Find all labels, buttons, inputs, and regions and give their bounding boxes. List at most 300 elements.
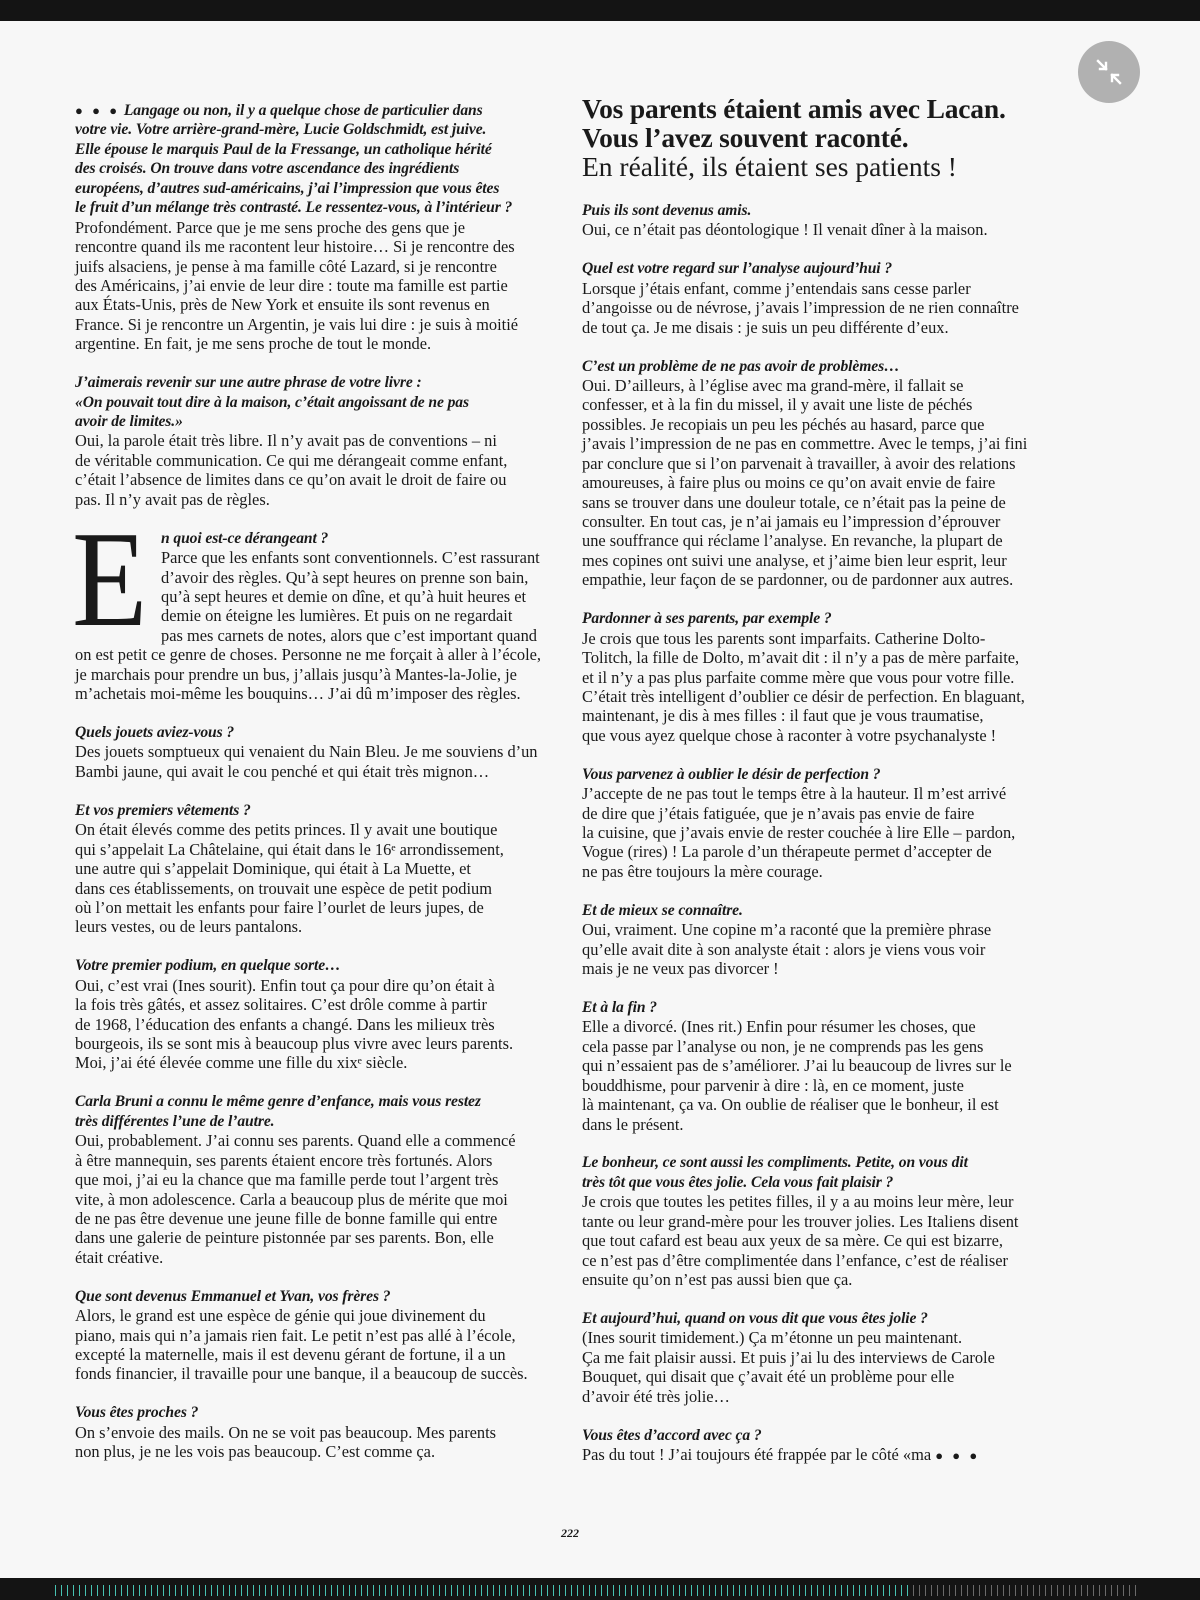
answer-line xyxy=(75,742,565,761)
answer-text: la fois très gâtés, et assez solitaires. C’est drôle comme à partir xyxy=(75,995,487,1015)
answer xyxy=(582,1445,1072,1464)
answer-text: (Ines sourit timidement.) Ça m’étonne un peu maintenant. xyxy=(582,1328,963,1348)
interview-section xyxy=(72,502,565,704)
answer-text: que vous ayez quelque chose à raconter à votre psychanalyste ! xyxy=(582,725,997,745)
answer-text: tante ou leur grand-mère pour les trouver jolies. Les Italiens disent xyxy=(582,1211,1019,1231)
answer-text: France. Si je rencontre un Argentin, je vais lui dire : je suis à moitié xyxy=(75,314,519,334)
interview-section xyxy=(582,765,1072,882)
answer-text: des Américains, j’ai envie de leur dire : toute ma famille est partie xyxy=(75,275,508,295)
answer xyxy=(582,920,1072,978)
answer-line xyxy=(582,454,1072,473)
answer-line xyxy=(582,1056,1072,1075)
answer-line xyxy=(75,898,565,917)
answer-text: Lorsque j’étais enfant, comme j’entendais sans cesse parler xyxy=(582,278,971,298)
answer xyxy=(75,1423,565,1462)
question-line xyxy=(75,1403,565,1422)
answer-text: Bouquet, qui disait que ç’avait été un problème pour elle xyxy=(582,1367,955,1387)
answer-text: mes copines ont suivi une analyse, et j’aime bien leur esprit, leur xyxy=(582,550,1007,570)
answer-line xyxy=(75,1248,565,1267)
question-line xyxy=(582,357,1072,376)
answer-line xyxy=(582,570,1072,589)
question xyxy=(582,357,1072,376)
question-line xyxy=(582,901,1072,920)
answer xyxy=(582,376,1072,590)
answer-text: maintenant, je dis à mes filles : il faut que je vous traumatise, xyxy=(582,706,984,726)
answer-line xyxy=(582,1270,1072,1289)
answer-line xyxy=(75,1423,565,1442)
answer-line xyxy=(582,726,1072,745)
answer xyxy=(75,431,565,509)
answer-line xyxy=(75,1034,565,1053)
question-line xyxy=(75,956,565,975)
answer-text: mais je ne veux pas divorcer ! xyxy=(582,959,779,979)
question-line xyxy=(582,609,1072,628)
answer-line xyxy=(582,1095,1072,1114)
question-text: Quel est votre regard sur l’analyse aujourd’hui ? xyxy=(582,260,893,278)
answer-text: sans se trouver dans une douleur totale, ce n’était pas la peine de xyxy=(582,492,1006,512)
question-text: avoir de limites.» xyxy=(75,413,183,430)
question xyxy=(75,1287,565,1306)
answer-line xyxy=(582,823,1072,842)
answer-text: bouddhisme, pour parvenir à dire : là, en ce moment, juste xyxy=(582,1075,964,1095)
question-text: très tôt que vous êtes jolie. Cela vous fait plaisir ? xyxy=(582,1173,894,1191)
answer-line xyxy=(75,917,565,936)
question-line xyxy=(75,101,565,120)
answer-line xyxy=(582,493,1072,512)
answer-line xyxy=(75,1228,565,1247)
answer-text: Je crois que tous les parents sont imparfaits. Catherine Dolto- xyxy=(582,628,986,648)
question xyxy=(582,609,1072,628)
answer-line xyxy=(582,298,1072,317)
answer-line xyxy=(75,840,565,859)
headline xyxy=(582,94,1072,181)
question xyxy=(582,765,1072,784)
question-text: Et vos premiers vêtements ? xyxy=(75,801,251,819)
answer-line xyxy=(75,1326,565,1345)
question-line xyxy=(75,159,565,178)
collapse-view-button[interactable] xyxy=(1078,41,1140,103)
answer-text: pas. Il n’y avait pas de règles. xyxy=(75,489,270,509)
question-line xyxy=(75,801,565,820)
answer-text: était créative. xyxy=(75,1247,164,1267)
answer-line xyxy=(582,1076,1072,1095)
question-text: Et aujourd’hui, quand on vous dit que vous êtes jolie ? xyxy=(582,1309,928,1327)
answer-text: d’avoir été très jolie… xyxy=(582,1386,730,1406)
answer-text: je marchais pour prendre un bus, j’allais jusqu’à Mantes-la-Jolie, je xyxy=(75,664,517,684)
answer-line xyxy=(582,1192,1072,1211)
question xyxy=(582,259,1072,278)
answer-line xyxy=(75,237,565,256)
headline-line: Vos parents étaient amis avec Lacan. xyxy=(582,93,1006,124)
question-line xyxy=(75,120,565,139)
question xyxy=(582,1309,1072,1328)
answer-line: d’avoir des règles. Qu’à sept heures on prenne son bain, xyxy=(161,567,529,587)
question-line xyxy=(75,723,565,742)
question-line: n quoi est-ce dérangeant ? xyxy=(161,529,329,547)
answer-text: qui n’essaient pas de s’améliorer. J’ai lu beaucoup de livres sur le xyxy=(582,1056,1012,1076)
answer-line xyxy=(75,431,565,450)
answer-text: une souffrance qui réclame l’analyse. En revanche, la plupart de xyxy=(582,531,1003,551)
answer-line xyxy=(75,995,565,1014)
question-line xyxy=(582,1153,1072,1172)
interview-section xyxy=(75,956,565,1073)
answer-line xyxy=(75,490,565,509)
answer-text: On était élevés comme des petits princes. Il y avait une boutique xyxy=(75,820,498,840)
answer-line xyxy=(75,762,565,781)
answer-text: Vogue (rires) ! La parole d’un thérapeute permet d’accepter de xyxy=(582,842,992,862)
question-text: Le bonheur, ce sont aussi les compliments. Petite, on vous dit xyxy=(582,1154,968,1172)
interview-section xyxy=(75,373,565,509)
answer-line xyxy=(75,470,565,489)
answer-line xyxy=(582,531,1072,550)
right-column xyxy=(582,94,1072,1484)
answer xyxy=(75,548,565,645)
question-line xyxy=(75,179,565,198)
answer-line xyxy=(75,645,565,664)
answer-text: J’accepte de ne pas tout le temps être à la hauteur. Il m’est arrivé xyxy=(582,784,1007,804)
question-text: Langage ou non, il y a quelque chose de particulier dans xyxy=(123,102,483,119)
interview-section xyxy=(75,801,565,937)
answer-line xyxy=(582,706,1072,725)
answer-text: amoureuses, à faire plus ou moins ce qu’on avait envie de faire xyxy=(582,473,996,493)
question-text: Et de mieux se connaître. xyxy=(582,901,743,919)
answer-text: de ne pas être devenue une jeune fille de bonne famille qui entre xyxy=(75,1208,498,1228)
answer-line xyxy=(582,920,1072,939)
answer-text: bourgeois, ils se sont mis à beaucoup plus vivre avec leurs parents. xyxy=(75,1034,514,1053)
answer-text: par conclure que si l’on parvenait à travailler, à avoir des relations xyxy=(582,453,1016,473)
answer-text: Oui, ce n’était pas déontologique ! Il venait dîner à la maison. xyxy=(582,220,988,240)
answer-text: Bambi jaune, qui avait le cou penché et qui était très mignon… xyxy=(75,761,490,781)
interview-section xyxy=(75,1092,565,1267)
answer-line: Parce que les enfants sont conventionnels. C’est rassurant xyxy=(161,548,540,568)
answer-line xyxy=(75,976,565,995)
question-line xyxy=(582,259,1072,278)
answer xyxy=(75,820,565,937)
answer-text: Elle a divorcé. (Ines rit.) Enfin pour résumer les choses, que xyxy=(582,1017,976,1037)
answer-line xyxy=(582,1115,1072,1134)
question-line xyxy=(75,198,565,217)
question xyxy=(582,201,1072,220)
question-line xyxy=(75,140,565,159)
answer-line xyxy=(582,473,1072,492)
question-text: des croisés. On trouve dans votre ascendance des ingrédients xyxy=(75,160,460,178)
answer-text: On s’envoie des mails. On ne se voit pas beaucoup. Mes parents xyxy=(75,1422,497,1442)
question xyxy=(582,998,1072,1017)
answer-line xyxy=(582,1367,1072,1386)
answer xyxy=(75,645,565,703)
interview-section xyxy=(582,259,1072,337)
question xyxy=(75,101,565,218)
answer-text: Pas du tout ! J’ai toujours été frappée par le côté «ma xyxy=(582,1445,932,1464)
answer-line xyxy=(582,1017,1072,1036)
answer-line xyxy=(582,434,1072,453)
answer-line xyxy=(75,1364,565,1383)
page-scrubber[interactable] xyxy=(55,1585,1140,1596)
question-text: très différentes l’une de l’autre. xyxy=(75,1112,275,1130)
answer-text: argentine. En fait, je me sens proche de tout le monde. xyxy=(75,334,432,354)
answer-line xyxy=(582,1251,1072,1270)
answer-line xyxy=(75,1209,565,1228)
answer-text: empathie, leur façon de se pardonner, ou de pardonner aux autres. xyxy=(582,570,1014,590)
question-text: Carla Bruni a connu le même genre d’enfance, mais vous restez xyxy=(75,1093,481,1111)
answer-line xyxy=(582,1037,1072,1056)
question-line xyxy=(582,201,1072,220)
answer-line xyxy=(75,1151,565,1170)
interview-section xyxy=(75,1403,565,1461)
answer-text: ne pas être toujours la mère courage. xyxy=(582,861,823,881)
answer-line xyxy=(75,665,565,684)
question-text: Vous parvenez à oublier le désir de perfection ? xyxy=(582,765,881,783)
question-line xyxy=(582,1426,1072,1445)
answer-line xyxy=(75,334,565,353)
question-text: Que sont devenus Emmanuel et Yvan, vos frères ? xyxy=(75,1287,391,1305)
answer-line xyxy=(75,1131,565,1150)
answer-text: Oui, vraiment. Une copine m’a raconté que la première phrase xyxy=(582,920,992,940)
answer-line xyxy=(582,784,1072,803)
answer-text: aux États-Unis, près de New York et ensuite ils sont revenus en xyxy=(75,295,490,315)
answer-text: qu’elle avait dite à son analyste était : alors je viens vous voir xyxy=(582,939,986,959)
answer xyxy=(582,1017,1072,1134)
answer-line: qu’à sept heures et demie on dîne, et qu’à huit heures et xyxy=(161,586,527,606)
page-scrubber-progress xyxy=(55,1585,912,1596)
answer-line xyxy=(582,804,1072,823)
headline-line: Vous l’avez souvent raconté. xyxy=(582,122,909,153)
question-text: européens, d’autres sud-américains, j’ai l’impression que vous êtes xyxy=(75,179,500,197)
answer-text: juifs alsaciens, je pense à ma famille côté Lazard, si je rencontre xyxy=(75,256,497,276)
answer xyxy=(582,784,1072,881)
answer-text: de dire que j’étais fatiguée, que je n’avais pas envie de faire xyxy=(582,803,975,823)
interview-section xyxy=(75,723,565,781)
answer-line xyxy=(582,318,1072,337)
answer xyxy=(582,1328,1072,1406)
answer-text: d’angoisse ou de névrose, j’avais l’impression de ne rien connaître xyxy=(582,298,1019,318)
answer-line xyxy=(582,512,1072,531)
answer-line xyxy=(75,257,565,276)
lead-bullets-icon: ● ● ● xyxy=(75,103,121,118)
answer-text: excepté la maternelle, mais il est devenu gérant de fortune, il a un xyxy=(75,1345,506,1364)
answer-text: Alors, le grand est une espèce de génie qui joue divinement du xyxy=(75,1306,486,1326)
left-column xyxy=(72,101,565,1481)
answer-text: dans une galerie de peinture pistonnée par ses parents. Bon, elle xyxy=(75,1228,494,1248)
question-line xyxy=(75,373,565,392)
question-text: «On pouvait tout dire à la maison, c’était angoissant de ne pas xyxy=(75,393,469,411)
question-text: Votre premier podium, en quelque sorte… xyxy=(75,957,341,975)
answer-text: de tout ça. Je me disais : je suis un peu différente d’eux. xyxy=(582,317,949,337)
question-text: Quels jouets aviez-vous ? xyxy=(75,724,235,741)
question xyxy=(75,529,565,548)
answer-line xyxy=(582,1212,1072,1231)
answer-text: rencontre quand ils me racontent leur histoire… Si je rencontre des xyxy=(75,237,515,257)
answer-text: c’était l’absence de limites dans ce qu’on avait le droit de faire ou xyxy=(75,470,507,490)
question-text: Et à la fin ? xyxy=(582,998,657,1016)
answer-line xyxy=(582,1445,1072,1464)
answer-text: C’était très intelligent d’oublier ce désir de perfection. En blaguant, xyxy=(582,686,1025,706)
answer-text: non plus, je ne les vois pas beaucoup. C’est comme ça. xyxy=(75,1442,436,1462)
answer-line xyxy=(582,959,1072,978)
answer-line xyxy=(75,859,565,878)
answer-line xyxy=(582,1387,1072,1406)
answer-text: que tout cafard est beau aux yeux de sa mère. Ce qui est bizarre, xyxy=(582,1231,1003,1251)
question-text: votre vie. Votre arrière-grand-mère, Lucie Goldschmidt, est juive. xyxy=(75,121,487,139)
answer-line xyxy=(75,1345,565,1364)
answer-text: consulter. En tout cas, je n’ai jamais eu l’impression d’éprouver xyxy=(582,512,1001,531)
answer-line xyxy=(582,648,1072,667)
question-line xyxy=(75,1112,565,1131)
answer xyxy=(75,976,565,1073)
answer-text: m’achetais moi-même les bouquins… J’ai dû m’imposer des règles. xyxy=(75,684,521,704)
answer-text: Moi, j’ai été élevée comme une fille du xixᵉ siècle. xyxy=(75,1053,408,1073)
interview-section xyxy=(582,609,1072,745)
answer xyxy=(582,220,1072,239)
answer-text: on est petit ce genre de choses. Personne ne me forçait à aller à l’école, xyxy=(75,645,542,665)
answer-text: cela passe par l’analyse ou non, je ne comprends pas les gens xyxy=(582,1036,984,1056)
interview-section xyxy=(582,901,1072,979)
viewer-top-bar xyxy=(0,0,1200,21)
interview-section xyxy=(75,101,565,354)
interview-section xyxy=(582,201,1072,240)
answer-line xyxy=(582,1348,1072,1367)
question-text: le fruit d’un mélange très contrasté. Le ressentez-vous, à l’intérieur ? xyxy=(75,199,513,217)
answer-text: confesser, et à la fin du missel, il y avait une liste de péchés xyxy=(582,395,973,415)
question xyxy=(75,373,565,431)
answer-line xyxy=(75,451,565,470)
answer-text: vite, à mon adolescence. Carla a beaucoup plus de mérite que moi xyxy=(75,1189,508,1209)
answer-line xyxy=(75,684,565,703)
answer xyxy=(582,629,1072,746)
answer-line xyxy=(582,376,1072,395)
answer-line xyxy=(75,315,565,334)
answer-text: Oui, probablement. J’ai connu ses parents. Quand elle a commencé xyxy=(75,1131,516,1151)
answer-line xyxy=(75,1442,565,1461)
answer-text: là maintenant, ça va. On oublie de réaliser que le bonheur, il est xyxy=(582,1095,999,1115)
answer-text: Ça me fait plaisir aussi. Et puis j’ai lu des interviews de Carole xyxy=(582,1347,995,1367)
answer-line xyxy=(582,1328,1072,1347)
answer-text: Des jouets somptueux qui venaient du Nain Bleu. Je me souviens d’un xyxy=(75,742,538,762)
answer-text: où l’on mettait les enfants pour faire l’ourlet de leurs jupes, de xyxy=(75,897,484,917)
question-text: Pardonner à ses parents, par exemple ? xyxy=(582,610,832,628)
answer-text: ce n’est pas d’être complimentée dans l’enfance, c’est de réaliser xyxy=(582,1250,1008,1270)
headline-subline: En réalité, ils étaient ses patients ! xyxy=(582,151,957,182)
answer-line xyxy=(75,1015,565,1034)
question-line xyxy=(582,765,1072,784)
answer-text: dans ces établissements, on trouvait une espèce de petit podium xyxy=(75,878,492,898)
answer-line xyxy=(75,1053,565,1072)
answer-text: Profondément. Parce que je me sens proche des gens que je xyxy=(75,217,466,237)
trail-bullets-icon: ● ● ● xyxy=(935,1448,981,1463)
answer-text: de 1968, l’éducation des enfants a changé. Dans les milieux très xyxy=(75,1014,495,1034)
question xyxy=(75,723,565,742)
question xyxy=(582,1153,1072,1192)
answer-text: de véritable communication. Ce qui me dérangeait comme enfant, xyxy=(75,450,508,470)
answer-line xyxy=(582,629,1072,648)
interview-section xyxy=(582,1426,1072,1465)
question xyxy=(75,1403,565,1422)
answer xyxy=(75,218,565,354)
drop-cap: E xyxy=(72,502,148,655)
answer-text: fonds financier, il travaille pour une banque, il a beaucoup de succès. xyxy=(75,1364,528,1384)
answer-line xyxy=(582,687,1072,706)
question-line xyxy=(582,1309,1072,1328)
answer xyxy=(75,1131,565,1267)
page-number: 222 xyxy=(561,1526,579,1540)
answer-line xyxy=(582,940,1072,959)
answer-text: dans le présent. xyxy=(582,1114,684,1134)
answer-text: ensuite qu’on n’est pas aussi bien que ça. xyxy=(582,1270,853,1290)
answer-line xyxy=(582,220,1072,239)
answer-text: possibles. Je recopiais un peu les péchés au hasard, parce que xyxy=(582,414,985,434)
answer xyxy=(582,279,1072,337)
answer-line xyxy=(582,279,1072,298)
answer-line xyxy=(75,276,565,295)
interview-section xyxy=(582,998,1072,1134)
question-text: Vous êtes d’accord avec ça ? xyxy=(582,1426,762,1444)
answer-line xyxy=(582,862,1072,881)
answer-line xyxy=(582,668,1072,687)
answer-text: leurs vestes, ou de leurs pantalons. xyxy=(75,917,303,937)
question-line xyxy=(75,412,565,431)
answer-text: piano, mais qui n’a jamais rien fait. Le petit n’est pas allé à l’école, xyxy=(75,1325,516,1345)
answer-line xyxy=(75,295,565,314)
answer-text: Je crois que toutes les petites filles, il y a au moins leur mère, leur xyxy=(582,1192,1014,1212)
question-line xyxy=(582,1173,1072,1192)
question-line xyxy=(75,1287,565,1306)
interview-section xyxy=(582,1153,1072,1289)
question-line xyxy=(75,393,565,412)
question xyxy=(582,901,1072,920)
answer-text: une autre qui s’appelait Dominique, qui était à La Muette, et xyxy=(75,859,471,879)
answer-line xyxy=(582,551,1072,570)
interview-section xyxy=(582,357,1072,590)
answer-line xyxy=(582,395,1072,414)
answer-line xyxy=(582,415,1072,434)
question-text: J’aimerais revenir sur une autre phrase de votre livre : xyxy=(75,374,422,392)
answer xyxy=(582,1192,1072,1289)
answer-text: Oui, la parole était très libre. Il n’y avait pas de conventions – ni xyxy=(75,431,497,451)
question xyxy=(75,1092,565,1131)
answer-line xyxy=(75,1190,565,1209)
answer-line: demie on éteigne les lumières. Et puis on ne regardait xyxy=(161,606,513,626)
answer-text: et il n’y a pas plus parfaite comme mère que vous pour votre fille. xyxy=(582,667,1015,687)
answer-text: la cuisine, que j’avais envie de rester couchée à lire Elle – pardon, xyxy=(582,823,1016,842)
interview-section xyxy=(582,1309,1072,1406)
question-text: Vous êtes proches ? xyxy=(75,1404,199,1422)
answer-text: que moi, j’ai eu la chance que ma famille perde tout l’argent très xyxy=(75,1170,499,1190)
answer-line: pas mes carnets de notes, alors que c’est important quand xyxy=(161,625,537,645)
question-line xyxy=(75,1092,565,1111)
answer-text: qui s’appelait La Châtelaine, qui était dans le 16ᵉ arrondissement, xyxy=(75,839,504,859)
collapse-arrows-icon xyxy=(1078,41,1140,103)
question-text: Puis ils sont devenus amis. xyxy=(582,202,752,219)
answer-text: Oui. D’ailleurs, à l’église avec ma grand-mère, il fallait se xyxy=(582,375,964,395)
question xyxy=(582,1426,1072,1445)
answer-text: Oui, c’est vrai (Ines sourit). Enfin tout ça pour dire qu’on était à xyxy=(75,975,495,995)
answer-text: j’avais l’impression de ne pas en commettre. Avec le temps, j’ai fini xyxy=(582,434,1028,454)
interview-section xyxy=(75,1287,565,1384)
question xyxy=(75,801,565,820)
question-text: C’est un problème de ne pas avoir de problèmes… xyxy=(582,357,900,375)
answer-line xyxy=(582,1231,1072,1250)
answer-text: à être mannequin, ses parents étaient encore très fortunés. Alors xyxy=(75,1150,493,1170)
answer xyxy=(75,1306,565,1384)
answer xyxy=(75,742,565,781)
answer-text: Tolitch, la fille de Dolto, m’avait dit : il n’y a pas de mère parfaite, xyxy=(582,648,1020,668)
answer-line xyxy=(75,1306,565,1325)
answer-line xyxy=(75,1170,565,1189)
answer-line xyxy=(75,879,565,898)
answer-line xyxy=(582,842,1072,861)
answer-line xyxy=(75,820,565,839)
answer-line xyxy=(75,218,565,237)
